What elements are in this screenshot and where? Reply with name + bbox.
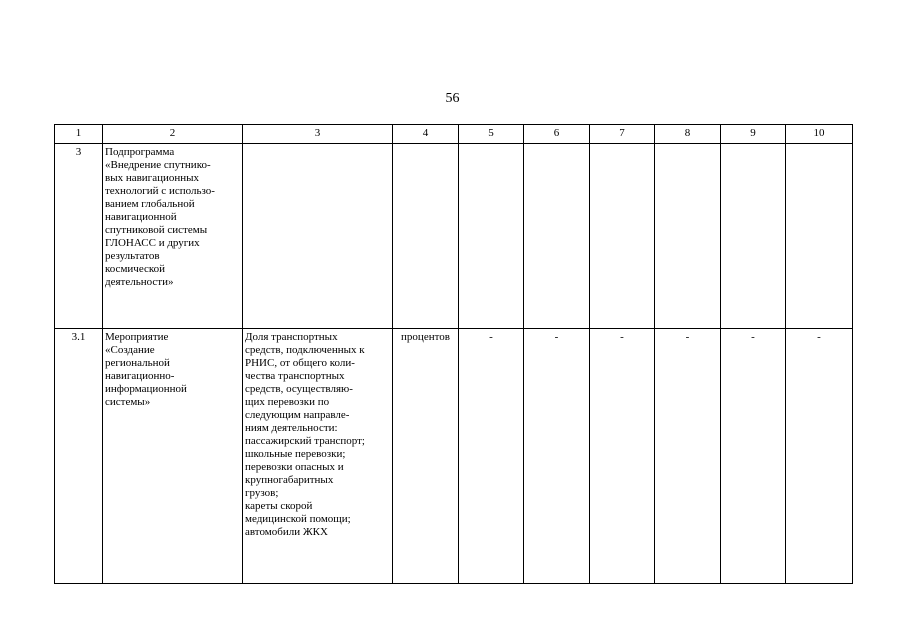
row-number-cell: 3 [55, 144, 103, 329]
row-value-text: - [685, 331, 690, 343]
row-unit-cell: процентов [393, 329, 459, 584]
header-cell-5: 5 [459, 125, 524, 144]
row-value-text: - [554, 331, 559, 343]
row-value-cell [459, 329, 524, 584]
row-indicator-cell [243, 144, 393, 329]
row-indicator-cell [243, 329, 393, 584]
row-value-cell [524, 329, 590, 584]
header-cell-1: 1 [55, 125, 103, 144]
row-value-text: - [620, 331, 624, 343]
header-cell-3: 3 [243, 125, 393, 144]
row-value-cell [590, 329, 655, 584]
indicators-table [54, 124, 853, 584]
row-value-text: - [817, 331, 821, 343]
header-cell-7: 7 [590, 125, 655, 144]
table-header-row [55, 125, 853, 144]
row-value-text: - [751, 331, 755, 343]
row-indicator-text: Доля транспортных средств, подключенных к РНИС, от общего коли- чества транспортных средств, осуществляю- щих перевозки по следующим направле- ниям деятельности: пассажирский транспорт; школьные перевозки; перевозки опасных и крупногабаритных грузов; кареты скорой медицинской помощи; автомобили ЖКХ [245, 331, 365, 538]
table-row [55, 329, 853, 584]
row-number-cell: 3.1 [55, 329, 103, 584]
row-unit-cell [393, 144, 459, 329]
row-name-text: Подпрограмма «Внедрение спутнико- вых навигационных технологий с использо- ванием глобальной навигационной спутниковой системы ГЛОНАСС и других результатов космической деятельности» [105, 146, 215, 288]
row-value-cell [786, 329, 853, 584]
table-row [55, 144, 853, 329]
header-cell-4: 4 [393, 125, 459, 144]
row-value-cell [786, 144, 853, 329]
page-number: 56 [445, 91, 460, 106]
header-cell-9: 9 [721, 125, 786, 144]
row-value-cell [655, 144, 721, 329]
row-value-text: - [489, 331, 493, 343]
row-name-cell [103, 329, 243, 584]
row-name-cell [103, 144, 243, 329]
header-cell-6: 6 [524, 125, 590, 144]
row-value-cell [590, 144, 655, 329]
row-value-cell [524, 144, 590, 329]
row-value-cell [721, 144, 786, 329]
header-cell-8: 8 [655, 125, 721, 144]
row-value-cell [459, 144, 524, 329]
header-cell-2: 2 [103, 125, 243, 144]
row-value-cell [655, 329, 721, 584]
row-name-text: Мероприятие «Создание региональной навигационно- информационной системы» [105, 331, 187, 408]
header-cell-10: 10 [786, 125, 853, 144]
row-value-cell [721, 329, 786, 584]
